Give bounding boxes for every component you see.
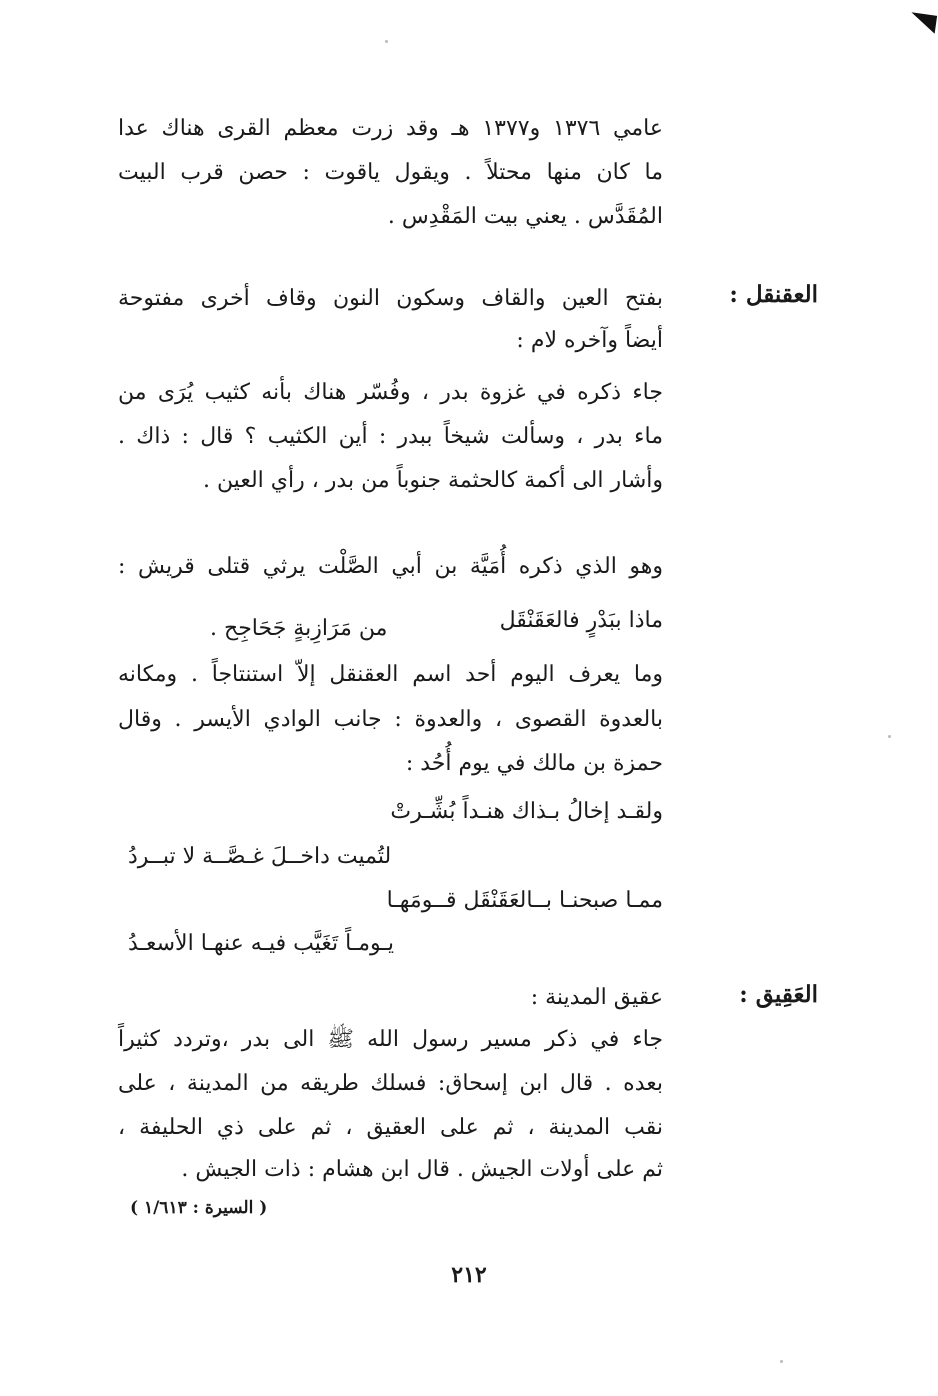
verse-hemistich-right: ماذا ببَدْرٍ فالعَقَنْقَل	[499, 608, 663, 633]
definition-line: بفتح العين والقاف وسكون النون وقاف أخرى مفتوحة	[118, 286, 663, 311]
scan-speck	[780, 1360, 783, 1363]
text-line: عامي ١٣٧٦ و١٣٧٧ هـ وقد زرت معظم القرى هناك عدا	[118, 116, 664, 141]
definition-line: عقيق المدينة :	[530, 985, 663, 1010]
text-line: حمزة بن مالك في يوم أُحُد :	[405, 751, 663, 776]
poem-line: لتُميت داخــلَ غـصَّــة لا تبــردُ	[128, 844, 392, 869]
text-line: وأشار الى أكمة كالحثمة جنوباً من بدر ، رأي العين .	[202, 468, 663, 493]
text-line: وهو الذي ذكره أُمَيَّة بن أبي الصَّلْت يرثي قتلى قريش :	[118, 554, 664, 579]
page-number: ٢١٢	[451, 1262, 487, 1288]
text-line: بالعدوة القصوى ، والعدوة : جانب الوادي الأيسر . وقال	[118, 707, 663, 732]
text-line: ثم على أولات الجيش . قال ابن هشام : ذات الجيش .	[181, 1157, 663, 1182]
text-line: المُقَدَّس . يعني بيت المَقْدِس .	[387, 204, 663, 229]
poem-line: يـومـاً تَغَيَّب فيـه عنهـا الأسعـدُ	[128, 931, 394, 956]
text-line: جاء في ذكر مسير رسول الله ﷺ الى بدر ،وتردد كثيراً	[118, 1027, 663, 1052]
definition-line: أيضاً وآخره لام :	[516, 328, 663, 353]
entry-headword: العقنقل :	[729, 281, 818, 308]
source-reference: ( السيرة : ١/٦١٣ )	[130, 1198, 268, 1218]
text-line: بعده . قال ابن إسحاق: فسلك طريقه من المدينة ، على	[118, 1071, 663, 1096]
text-line: وما يعرف اليوم أحد اسم العقنقل إلاّ استنتاجاً . ومكانه	[118, 662, 663, 687]
text-line: ماء بدر ، وسألت شيخاً ببدر : أين الكثيب ؟ قال : ذاك .	[118, 424, 663, 449]
corner-fold-mark	[909, 12, 937, 33]
entry-headword: العَقِيق :	[739, 981, 818, 1008]
verse-hemistich-left: من مَرَازِبةٍ جَحَاجِح .	[210, 616, 388, 641]
text-line: نقب المدينة ، ثم على العقيق ، ثم على ذي الحليفة ،	[118, 1115, 663, 1140]
scan-speck	[385, 40, 388, 43]
poem-line: ولقـد إخالُ بـذاك هنـداً بُشِّـرتْ	[390, 799, 663, 824]
text-line: جاء ذكره في غزوة بدر ، وفُسّر هناك بأنه كثيب يُرَى من	[118, 380, 663, 405]
poem-line: ممـا صبحنـا بــالعَقَنْقَل قــومَهـا	[386, 888, 663, 913]
text-line: ما كان منها محتلاً . ويقول ياقوت : حصن قرب البيت	[118, 160, 663, 185]
scan-speck	[888, 735, 891, 738]
